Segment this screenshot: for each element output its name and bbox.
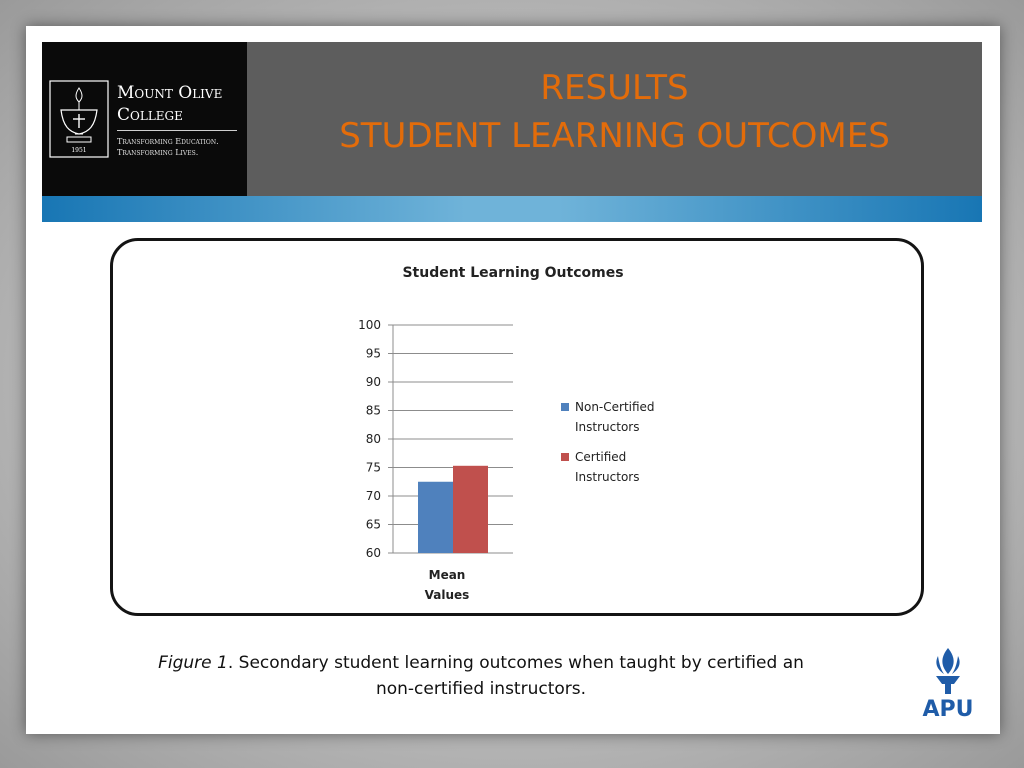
figure-caption: [86, 650, 876, 702]
legend-label: Instructors: [575, 470, 640, 484]
slide-header: [42, 42, 982, 196]
legend-label: Instructors: [575, 420, 640, 434]
x-category-label: Values: [424, 588, 470, 602]
college-name-line2: College: [117, 105, 183, 125]
chart-frame: [110, 238, 924, 616]
y-tick-label: 75: [365, 460, 381, 475]
title-line1: RESULTS: [540, 68, 689, 108]
caption-line1: [86, 650, 876, 676]
slide: [26, 26, 1000, 734]
caption-text-line2: non-certified instructors.: [375, 679, 587, 699]
y-tick-label: 80: [365, 432, 381, 446]
title-line2: STUDENT LEARNING OUTCOMES: [339, 116, 890, 156]
caption-text-line1: . Secondary student learning outcomes when taught by certified an: [227, 653, 804, 673]
tagline-line1: Transforming Education.: [117, 137, 219, 146]
y-tick-label: 90: [365, 375, 381, 389]
bar-chart: [113, 241, 921, 613]
legend-swatch: [561, 403, 569, 411]
college-logo: [42, 42, 247, 196]
tagline-line2: Transforming Lives.: [117, 148, 199, 157]
apu-wordmark: APU: [922, 697, 974, 720]
y-tick-label: 70: [365, 489, 381, 503]
header-accent-bar: [42, 196, 982, 222]
bar-certified: [453, 466, 488, 553]
y-tick-label: 60: [365, 546, 381, 560]
torch-icon: [936, 648, 960, 694]
y-tick-label: 85: [365, 403, 381, 418]
logo-divider: [117, 130, 237, 131]
x-category-label: Mean: [428, 568, 466, 582]
slide-title: [247, 64, 982, 160]
y-tick-label: 65: [365, 517, 381, 532]
chart-title: Student Learning Outcomes: [402, 265, 624, 281]
apu-logo: [910, 644, 986, 720]
college-tagline: [117, 136, 247, 158]
caption-figure-label: Figure 1: [158, 653, 228, 673]
y-tick-label: 95: [365, 346, 381, 361]
college-name-line1: Mount Olive: [117, 83, 223, 103]
bar-non-certified: [418, 482, 453, 553]
legend-swatch: [561, 453, 569, 461]
legend-label: Certified: [575, 450, 627, 464]
seal-year: 1951: [71, 147, 87, 154]
college-seal-icon: [49, 80, 109, 158]
y-tick-label: 100: [358, 318, 381, 332]
college-name: [117, 82, 247, 126]
legend-label: Non-Certified: [575, 400, 655, 414]
